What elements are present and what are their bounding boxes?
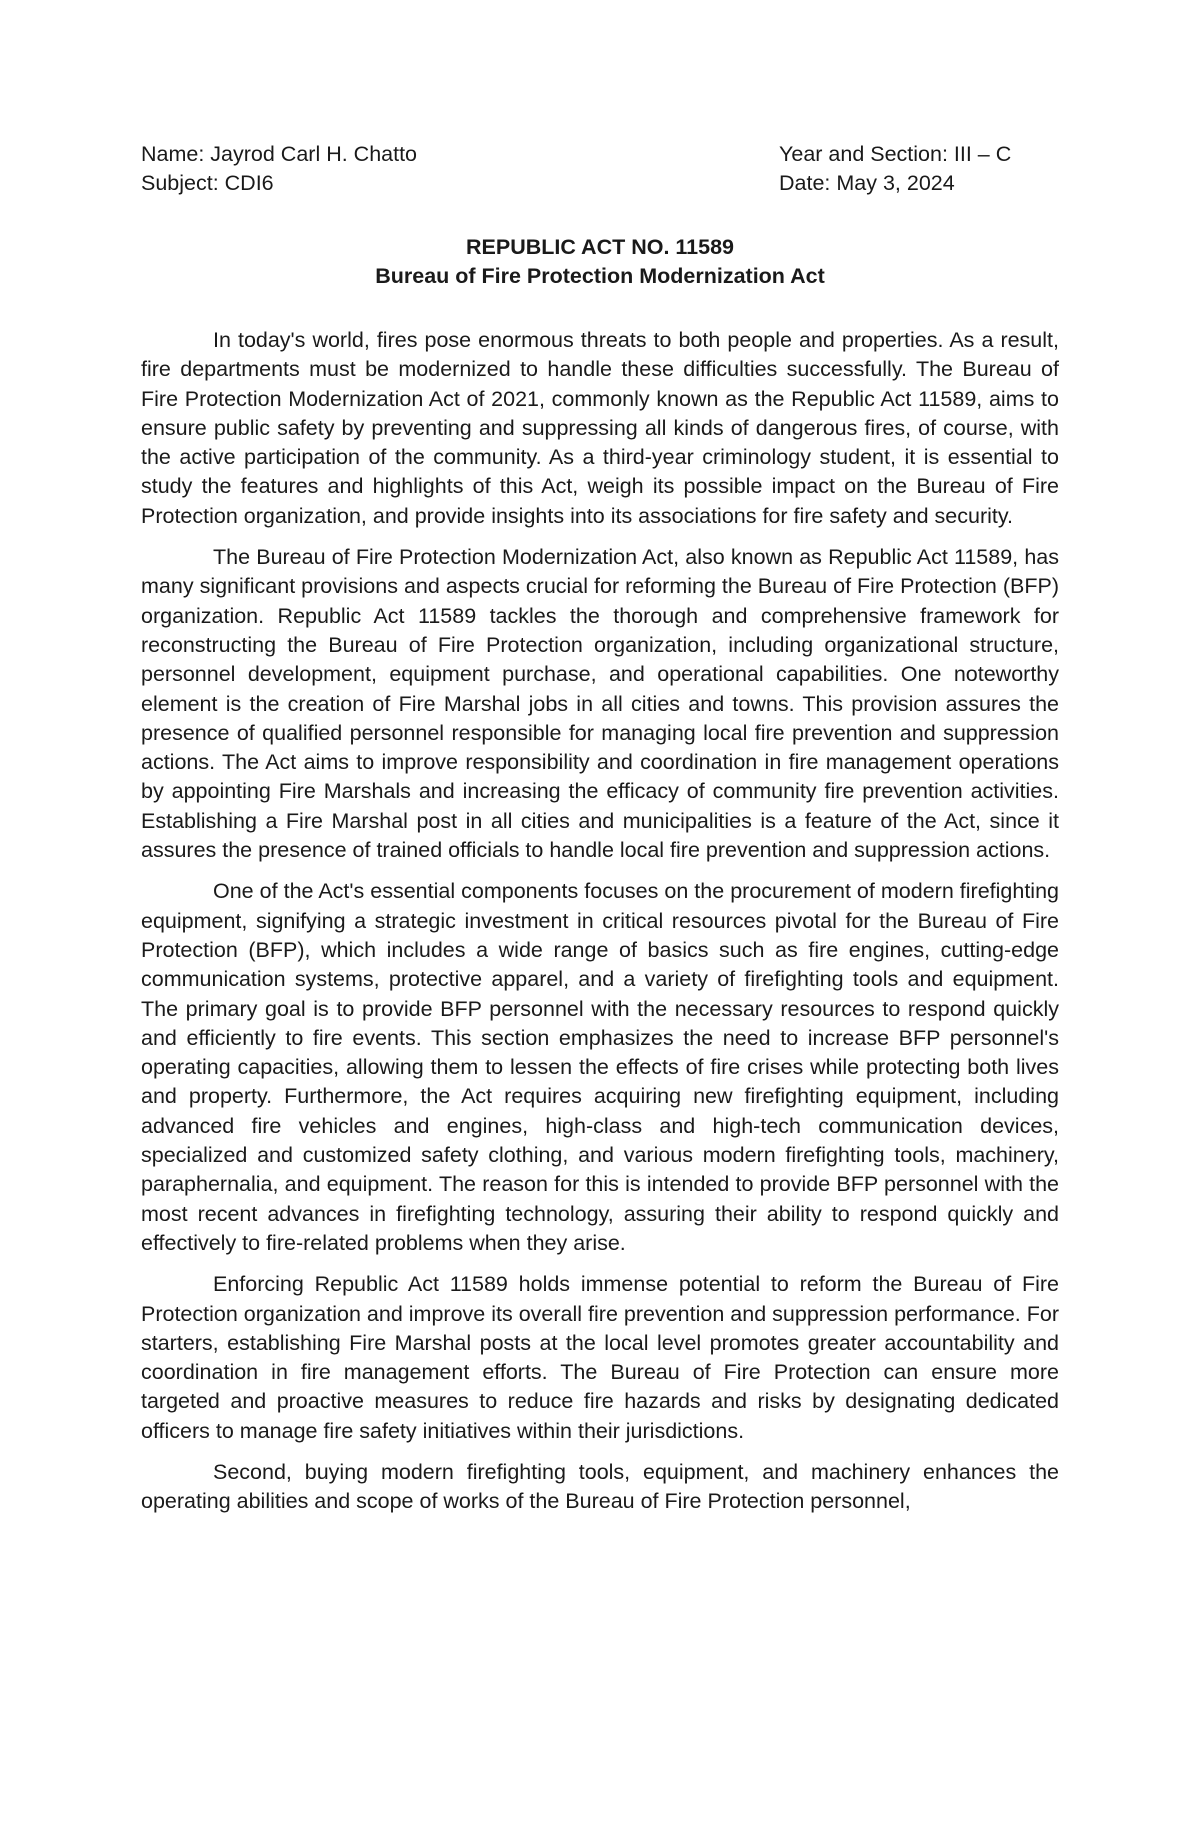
paragraph: One of the Act's essential components focuses on the procurement of modern firefighting equipment, signifying a strategic investment in critical resources pivotal for the Bureau of Fire Protection (BFP), which includes a wide range of basics such as fire engines, cutting-edge communication systems, protective apparel, and a variety of firefighting tools and equipment. The primary goal is to provide BFP personnel with the necessary resources to respond quickly and efficiently to fire events. This section emphasizes the need to increase BFP personnel's operating capacities, allowing them to lessen the effects of fire crises while protecting both lives and property. Furthermore, the Act requires acquiring new firefighting equipment, including advanced fire vehicles and engines, high-class and high-tech communication devices, specialized and customized safety clothing, and various modern firefighting tools, machinery, paraphernalia, and equipment. The reason for this is intended to provide BFP personnel with the most recent advances in firefighting technology, assuring their ability to respond quickly and effectively to fire-related problems when they arise. bbox=[141, 879, 1059, 1255]
document-page bbox=[141, 140, 1059, 1529]
document-body bbox=[141, 326, 1059, 1517]
title-line-2: Bureau of Fire Protection Modernization Act bbox=[375, 264, 825, 288]
document-header bbox=[141, 140, 1059, 200]
year-and-section: Year and Section: III – C bbox=[779, 142, 1012, 166]
document-title bbox=[141, 233, 1059, 291]
header-left bbox=[141, 140, 417, 198]
paragraph: Enforcing Republic Act 11589 holds immense potential to reform the Bureau of Fire Protection organization and improve its overall fire prevention and suppression performance. For starters, establishing Fire Marshal posts at the local level promotes greater accountability and coordination in fire management efforts. The Bureau of Fire Protection can ensure more targeted and proactive measures to reduce fire hazards and risks by designating dedicated officers to manage fire safety initiatives within their jurisdictions. bbox=[141, 1272, 1059, 1443]
subject: Subject: CDI6 bbox=[141, 171, 274, 195]
title-line-1: REPUBLIC ACT NO. 11589 bbox=[465, 235, 735, 259]
paragraph: In today's world, fires pose enormous threats to both people and properties. As a result, fire departments must be modernized to handle these difficulties successfully. The Bureau of Fire Protection Modernization Act of 2021, commonly known as the Republic Act 11589, aims to ensure public safety by preventing and suppressing all kinds of dangerous fires, of course, with the active participation of the community. As a third-year criminology student, it is essential to study the features and highlights of this Act, weigh its possible impact on the Bureau of Fire Protection organization, and provide insights into its associations for fire safety and security. bbox=[141, 328, 1059, 528]
paragraph: The Bureau of Fire Protection Modernization Act, also known as Republic Act 11589, has many significant provisions and aspects crucial for reforming the Bureau of Fire Protection (BFP) organization. Republic Act 11589 tackles the thorough and comprehensive framework for reconstructing the Bureau of Fire Protection organization, including organizational structure, personnel development, equipment purchase, and operational capabilities. One noteworthy element is the creation of Fire Marshal jobs in all cities and towns. This provision assures the presence of qualified personnel responsible for managing local fire prevention and suppression actions. The Act aims to improve responsibility and coordination in fire management operations by appointing Fire Marshals and increasing the efficacy of community fire prevention activities. Establishing a Fire Marshal post in all cities and municipalities is a feature of the Act, since it assures the presence of trained officials to handle local fire prevention and suppression actions. bbox=[141, 545, 1059, 863]
student-name: Name: Jayrod Carl H. Chatto bbox=[141, 142, 418, 166]
header-right bbox=[779, 140, 1011, 198]
date: Date: May 3, 2024 bbox=[779, 171, 955, 195]
paragraph: Second, buying modern firefighting tools, equipment, and machinery enhances the operating abilities and scope of works of the Bureau of Fire Protection personnel, bbox=[141, 1459, 1059, 1514]
